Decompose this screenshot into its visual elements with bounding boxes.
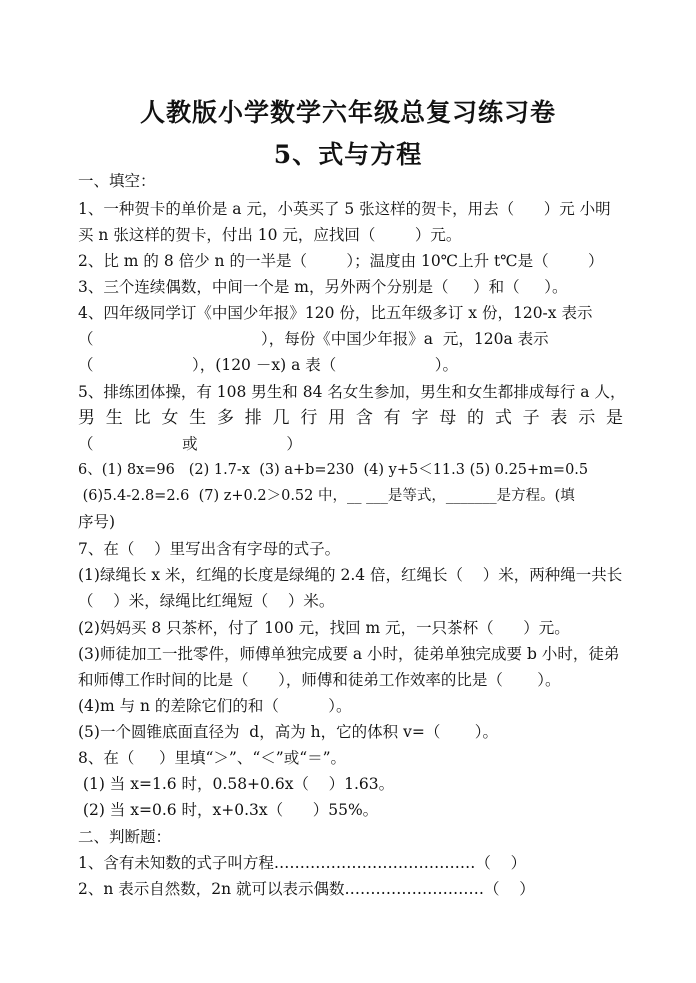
question-line: (2) 当 x=0.6 时，x+0.3x（ ）55%。 <box>78 801 379 819</box>
question-line: (5)一个圆锥底面直径为 d，高为 h，它的体积 v=（ ）。 <box>78 723 499 741</box>
question-line: 4、四年级同学订《中国少年报》120 份，比五年级多订 x 份，120-x 表示 <box>78 304 593 322</box>
section-heading-judge: 二、判断题： <box>78 828 172 846</box>
question-line: 2、n 表示自然数，2n 就可以表示偶数………………………（ ） <box>78 880 535 898</box>
question-line: 3、三个连续偶数，中间一个是 m，另外两个分别是（ ）和（ ）。 <box>78 278 568 296</box>
section-title: 5、式与方程 <box>273 140 423 169</box>
question-line: (3)师徒加工一批零件，师傅单独完成要 a 小时，徒弟单独完成要 b 小时，徒弟 <box>78 645 620 663</box>
question-line: 买 n 张这样的贺卡，付出 10 元，应找回（ ）元。 <box>78 226 462 244</box>
question-line: 2、比 m 的 8 倍少 n 的一半是（ ）；温度由 10℃上升 t℃是（ ） <box>78 252 604 270</box>
question-line: 男生比女生多排几行用含有字母的式子表示是 <box>78 408 623 428</box>
page-title: 人教版小学数学六年级总复习练习卷 <box>139 98 556 127</box>
question-line: (4)m 与 n 的差除它们的和（ ）。 <box>78 697 352 715</box>
question-line: （ 或 ） <box>78 435 302 453</box>
question-line: 5、排练团体操，有 108 男生和 84 名女生参加，男生和女生都排成每行 a 人， <box>78 383 626 401</box>
question-line: 8、在（ ）里填“＞”、“＜”或“＝”。 <box>78 749 347 767</box>
section-heading-fill: 一、填空： <box>78 172 156 190</box>
question-line: 6、(1) 8x=96 (2) 1.7-x (3) a+b=230 (4) y+5＜11.3 (5) 0.25+m=0.5 <box>78 462 589 478</box>
question-line: 1、一种贺卡的单价是 a 元，小英买了 5 张这样的贺卡，用去（ ）元 小明 <box>78 200 611 218</box>
question-line: 和师傅工作时间的比是（ ），师傅和徒弟工作效率的比是（ ）。 <box>78 671 561 689</box>
question-line: （ ）米，绿绳比红绳短（ ）米。 <box>78 592 335 610</box>
question-line: （ ），(120 －x) a 表（ ）。 <box>78 356 459 374</box>
question-line: （ ），每份《中国少年报》a 元，120a 表示 <box>78 330 549 348</box>
question-line: 1、含有未知数的式子叫方程…………………………………（ ） <box>78 854 527 872</box>
question-line: (6)5.4-2.8=2.6 (7) z+0.2＞0.52 中，__ ___是等式，_______是方程。(填 <box>78 488 575 504</box>
question-line: 7、在（ ）里写出含有字母的式子。 <box>78 540 341 558</box>
question-line: (2)妈妈买 8 只茶杯，付了 100 元，找回 m 元，一只茶杯（ ）元。 <box>78 619 570 637</box>
question-line: (1) 当 x=1.6 时，0.58+0.6x（ ）1.63。 <box>78 775 395 793</box>
question-line: 序号) <box>78 513 116 531</box>
question-line: (1)绿绳长 x 米，红绳的长度是绿绳的 2.4 倍，红绳长（ ）米，两种绳一共长 <box>78 566 623 584</box>
